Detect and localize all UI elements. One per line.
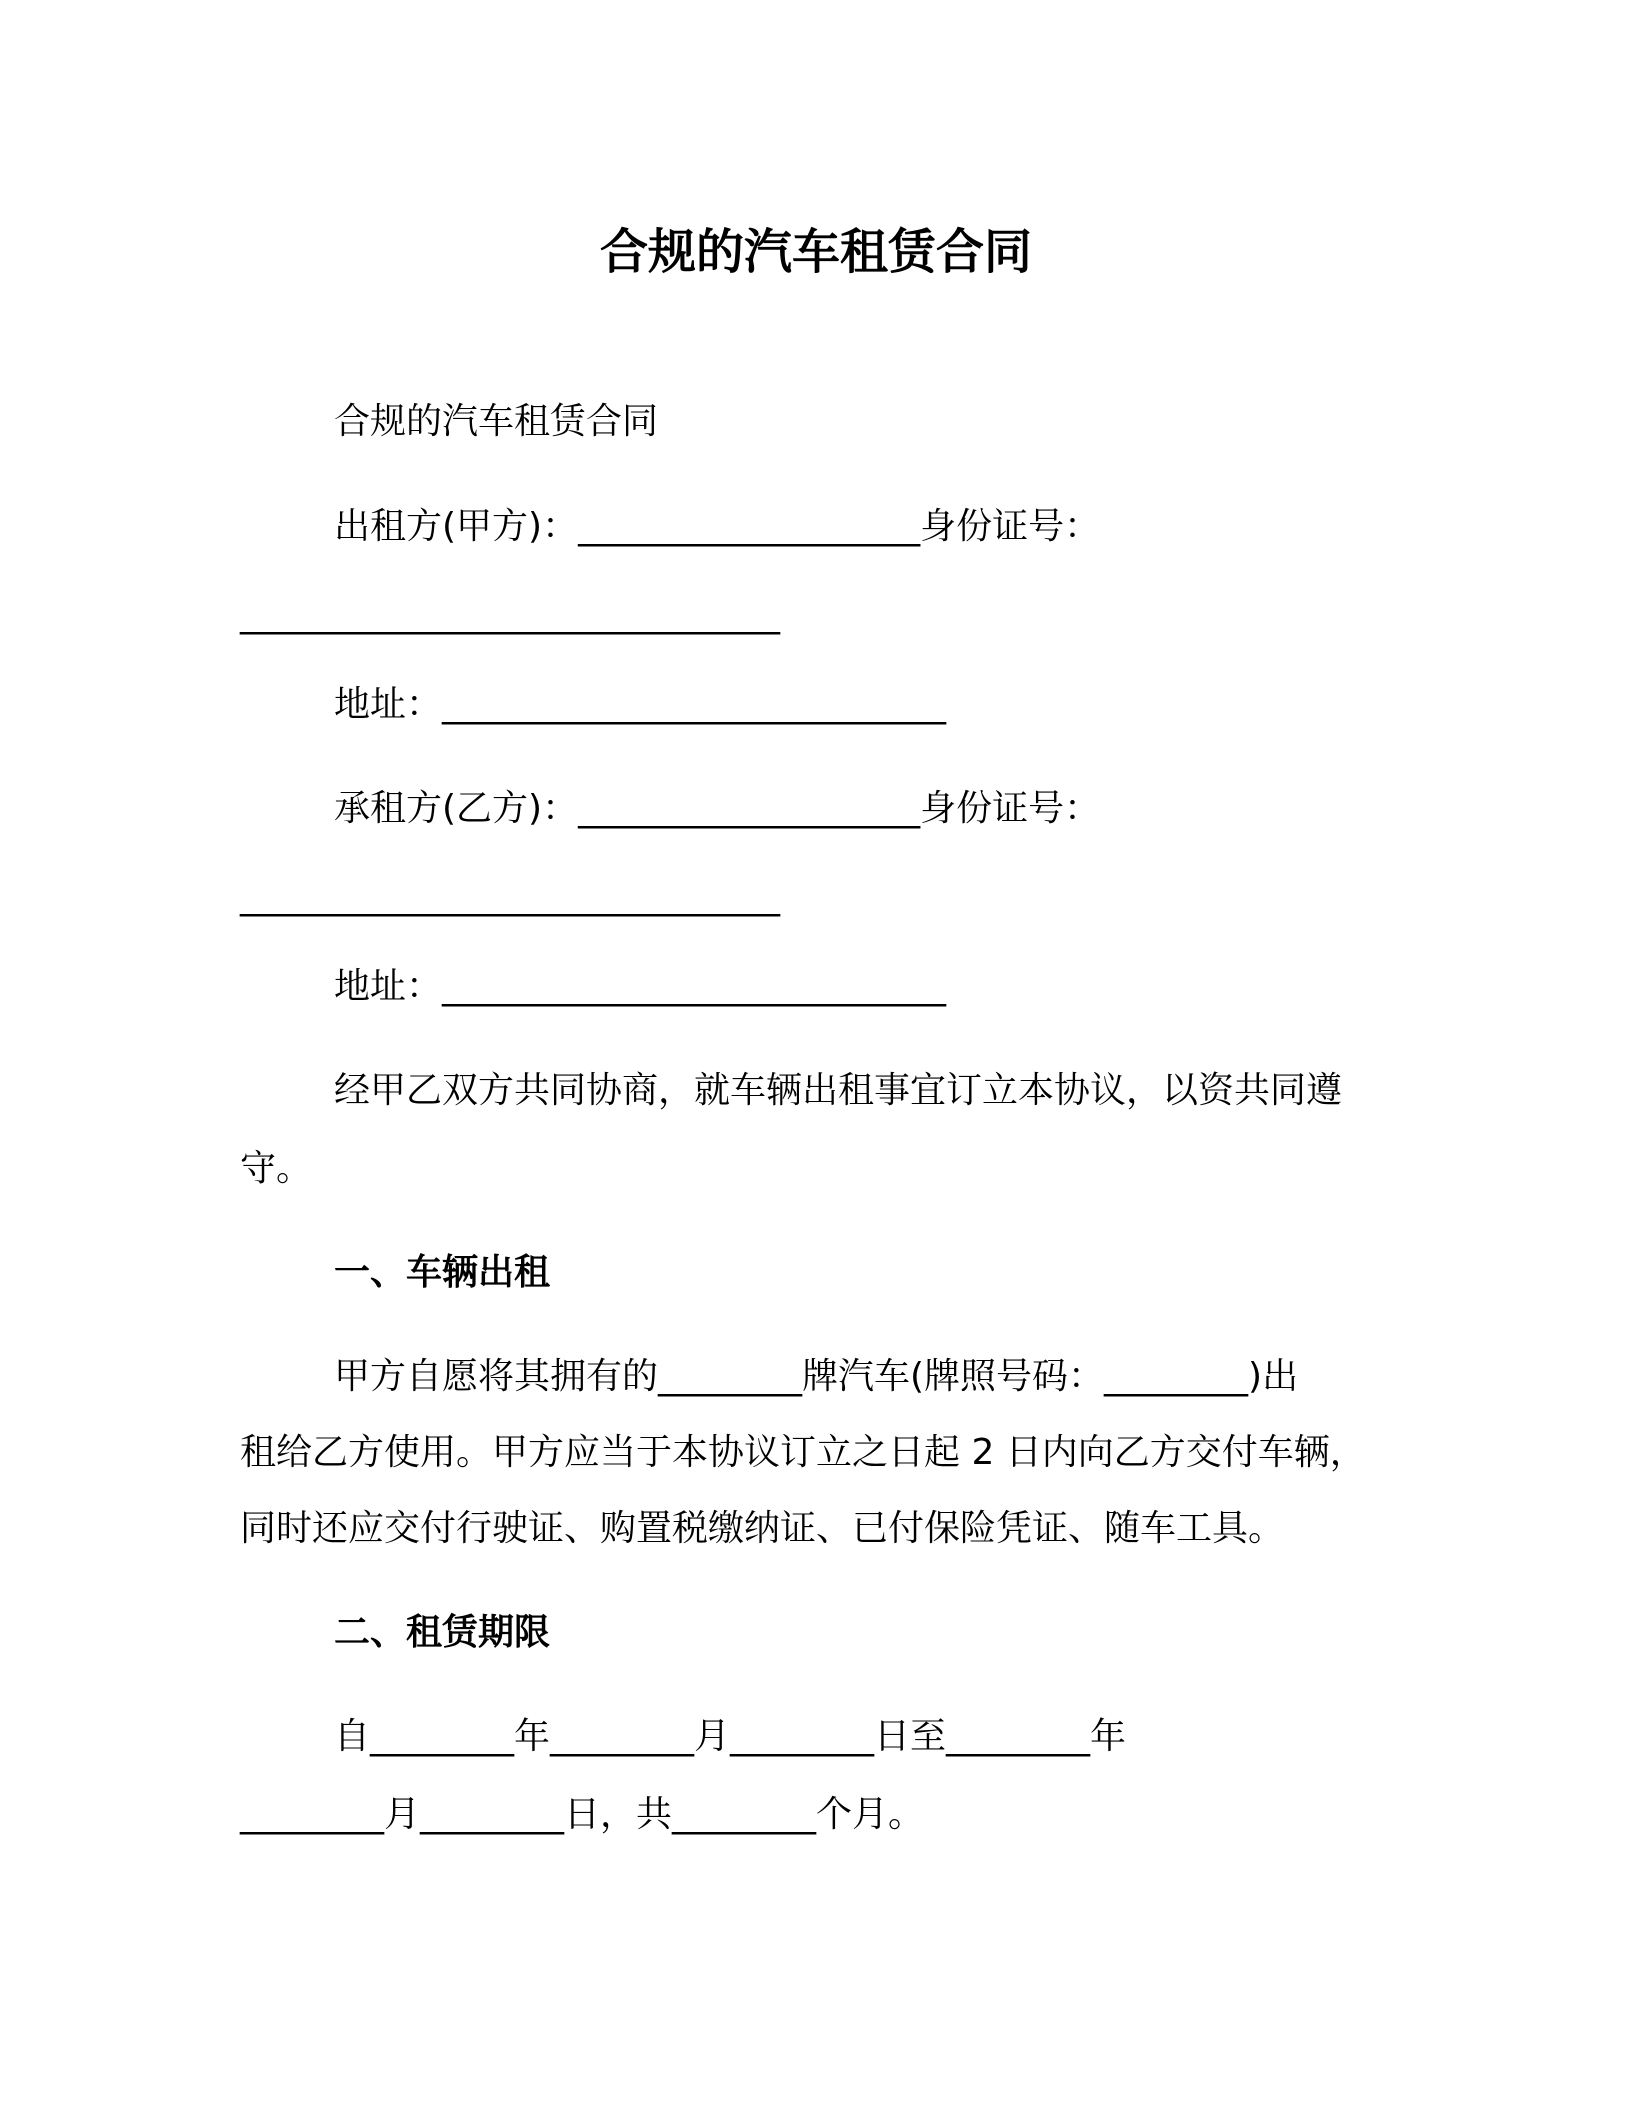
document-title: 合规的汽车租赁合同 bbox=[599, 224, 1032, 280]
section-1-line-2: 租给乙方使用。甲方应当于本协议订立之日起 2 日内向乙方交付车辆， bbox=[240, 1432, 1366, 1473]
lessor-line: 出租方(甲方)：___________________身份证号： bbox=[334, 506, 1101, 547]
lessee-id-blank: ______________________________ bbox=[240, 876, 780, 917]
section-1-line-1: 甲方自愿将其拥有的________牌汽车(牌照号码：________)出 bbox=[334, 1356, 1299, 1397]
section-heading-2: 二、租赁期限 bbox=[334, 1612, 551, 1653]
preamble-line-2: 守。 bbox=[240, 1148, 313, 1189]
lessor-id-blank: ______________________________ bbox=[240, 594, 780, 635]
preamble-line-1: 经甲乙双方共同协商，就车辆出租事宜订立本协议，以资共同遵 bbox=[334, 1070, 1343, 1111]
lessor-address-line: 地址：____________________________ bbox=[334, 684, 947, 725]
contract-subtitle: 合规的汽车租赁合同 bbox=[334, 401, 659, 442]
section-1-line-3: 同时还应交付行驶证、购置税缴纳证、已付保险凭证、随车工具。 bbox=[240, 1508, 1285, 1549]
section-heading-1: 一、车辆出租 bbox=[334, 1252, 551, 1293]
section-2-line-2: ________月________日，共________个月。 bbox=[240, 1794, 925, 1835]
lessee-line: 承租方(乙方)：___________________身份证号： bbox=[334, 788, 1101, 829]
lessee-address-line: 地址：____________________________ bbox=[334, 966, 947, 1007]
section-2-line-1: 自________年________月________日至________年 bbox=[334, 1716, 1126, 1757]
